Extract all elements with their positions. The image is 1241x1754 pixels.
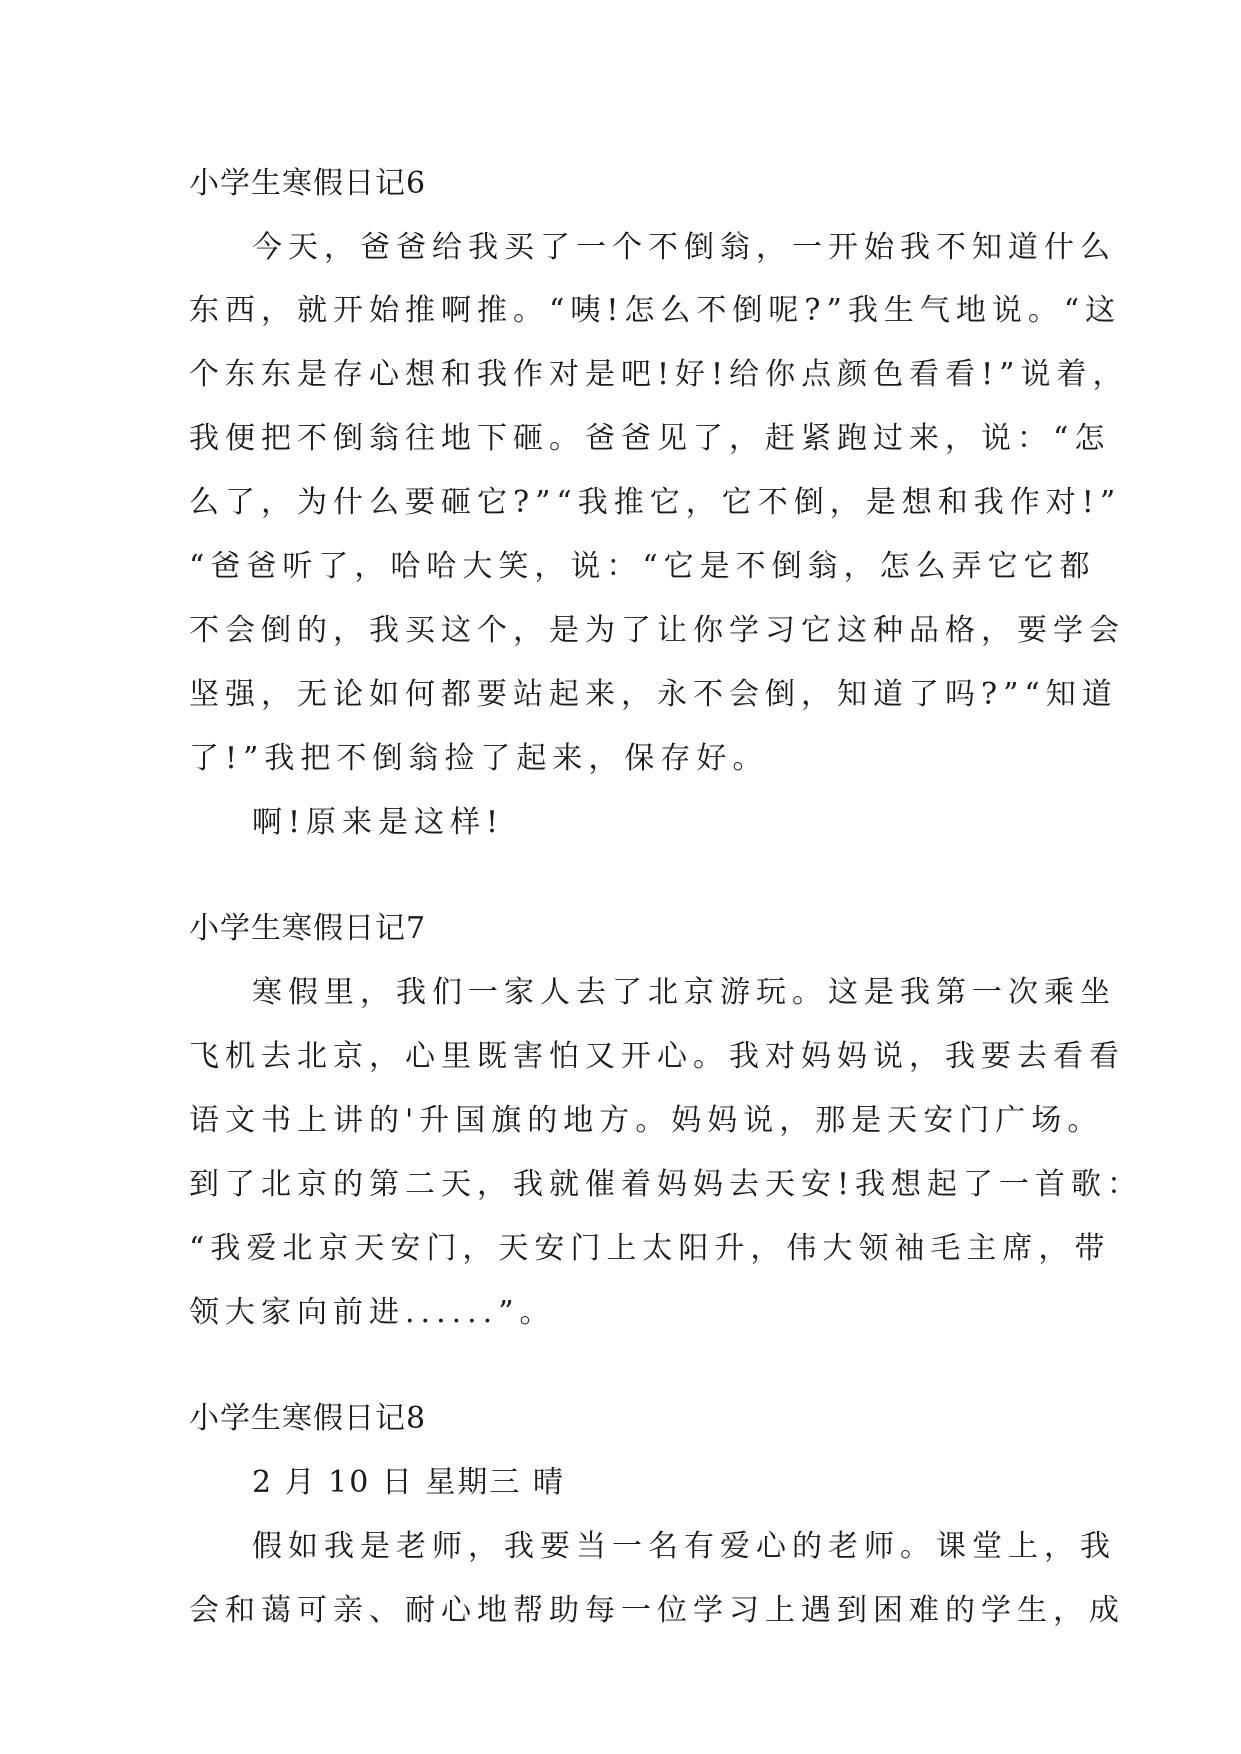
paragraph-line: “我爱北京天安门，天安门上太阳升，伟大领袖毛主席，带 <box>189 1231 1111 1266</box>
paragraph-line: “爸爸听了，哈哈大笑，说：“它是不倒翁，怎么弄它它都 <box>189 549 1096 584</box>
paragraph-line: 领大家向前进......”。 <box>189 1295 556 1330</box>
paragraph-line: 语文书上讲的'升国旗的地方。妈妈说，那是天安门广场。 <box>189 1103 1104 1138</box>
section-heading: 小学生寒假日记7 <box>189 911 427 946</box>
paragraph-line: 么了，为什么要砸它?”“我推它，它不倒，是想和我作对!” <box>189 485 1122 520</box>
paragraph-line: 东西，就开始推啊推。“咦!怎么不倒呢?”我生气地说。“这 <box>189 293 1122 328</box>
paragraph-line: 会和蔼可亲、耐心地帮助每一位学习上遇到困难的学生，成 <box>189 1593 1125 1628</box>
section-heading: 小学生寒假日记8 <box>189 1401 427 1436</box>
date-line: 2 月 10 日 星期三 晴 <box>252 1465 565 1500</box>
paragraph-line: 我便把不倒翁往地下砸。爸爸见了，赶紧跑过来，说：“怎 <box>189 421 1111 456</box>
paragraph-line: 坚强，无论如何都要站起来，永不会倒，知道了吗?”“知道 <box>189 677 1118 712</box>
paragraph-line: 今天，爸爸给我买了一个不倒翁，一开始我不知道什么 <box>252 230 1116 265</box>
paragraph-line: 假如我是老师，我要当一名有爱心的老师。课堂上，我 <box>252 1529 1116 1564</box>
paragraph-line: 飞机去北京，心里既害怕又开心。我对妈妈说，我要去看看 <box>189 1039 1125 1074</box>
paragraph-line: 不会倒的，我买这个，是为了让你学习它这种品格，要学会 <box>189 613 1125 648</box>
paragraph-line: 了!”我把不倒翁捡了起来，保存好。 <box>189 741 769 776</box>
paragraph-line: 个东东是存心想和我作对是吧!好!给你点颜色看看!”说着， <box>189 357 1129 392</box>
paragraph-line: 寒假里，我们一家人去了北京游玩。这是我第一次乘坐 <box>252 975 1116 1010</box>
section-heading: 小学生寒假日记6 <box>189 166 427 201</box>
paragraph-line: 到了北京的第二天，我就催着妈妈去天安!我想起了一首歌： <box>189 1167 1144 1202</box>
paragraph-line: 啊!原来是这样! <box>252 805 505 840</box>
